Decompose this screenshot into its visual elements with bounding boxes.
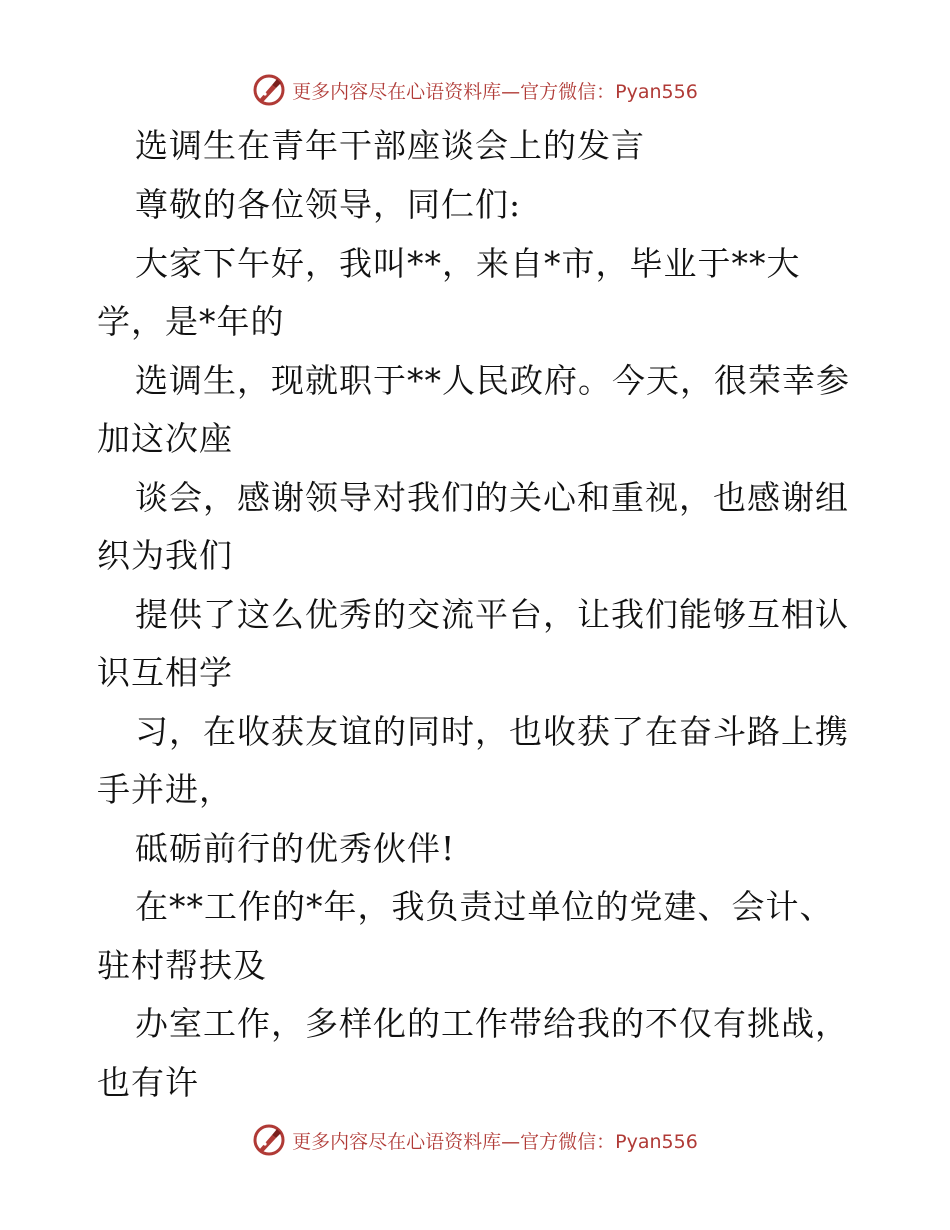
pen-nib-logo-icon — [252, 73, 286, 107]
pen-nib-logo-icon — [252, 1123, 286, 1157]
paragraph-line: 大家下午好，我叫**，来自*市，毕业于**大 — [135, 244, 801, 283]
paragraph-line: 习，在收获友谊的同时，也收获了在奋斗路上携 — [135, 712, 849, 751]
paragraph-line: 驻村帮扶及 — [97, 946, 267, 985]
paragraph-line: 在**工作的*年，我负责过单位的党建、会计、 — [135, 887, 834, 926]
paragraph-line: 选调生，现就职于**人民政府。今天，很荣幸参 — [135, 361, 850, 400]
paragraph-line: 办室工作，多样化的工作带给我的不仅有挑战， — [135, 1004, 849, 1043]
paragraph-line: 织为我们 — [97, 536, 233, 575]
header-banner — [0, 70, 950, 110]
paragraph-line: 砥砺前行的优秀伙伴! — [135, 829, 456, 868]
footer-banner — [0, 1120, 950, 1160]
paragraph-line: 也有许 — [97, 1063, 199, 1102]
paragraph-line: 谈会，感谢领导对我们的关心和重视，也感谢组 — [135, 478, 849, 517]
paragraph-line: 学，是*年的 — [97, 302, 285, 341]
footer-banner-text: 更多内容尽在心语资料库—官方微信：Pyan556 — [292, 1130, 698, 1153]
header-banner-text: 更多内容尽在心语资料库—官方微信：Pyan556 — [292, 80, 698, 103]
paragraph-line: 提供了这么优秀的交流平台，让我们能够互相认 — [135, 595, 849, 634]
document-title: 选调生在青年干部座谈会上的发言 — [135, 126, 645, 165]
paragraph-line: 识互相学 — [97, 653, 233, 692]
salutation: 尊敬的各位领导，同仁们: — [135, 185, 522, 224]
paragraph-line: 加这次座 — [97, 419, 233, 458]
paragraph-line: 手并进， — [97, 770, 233, 809]
